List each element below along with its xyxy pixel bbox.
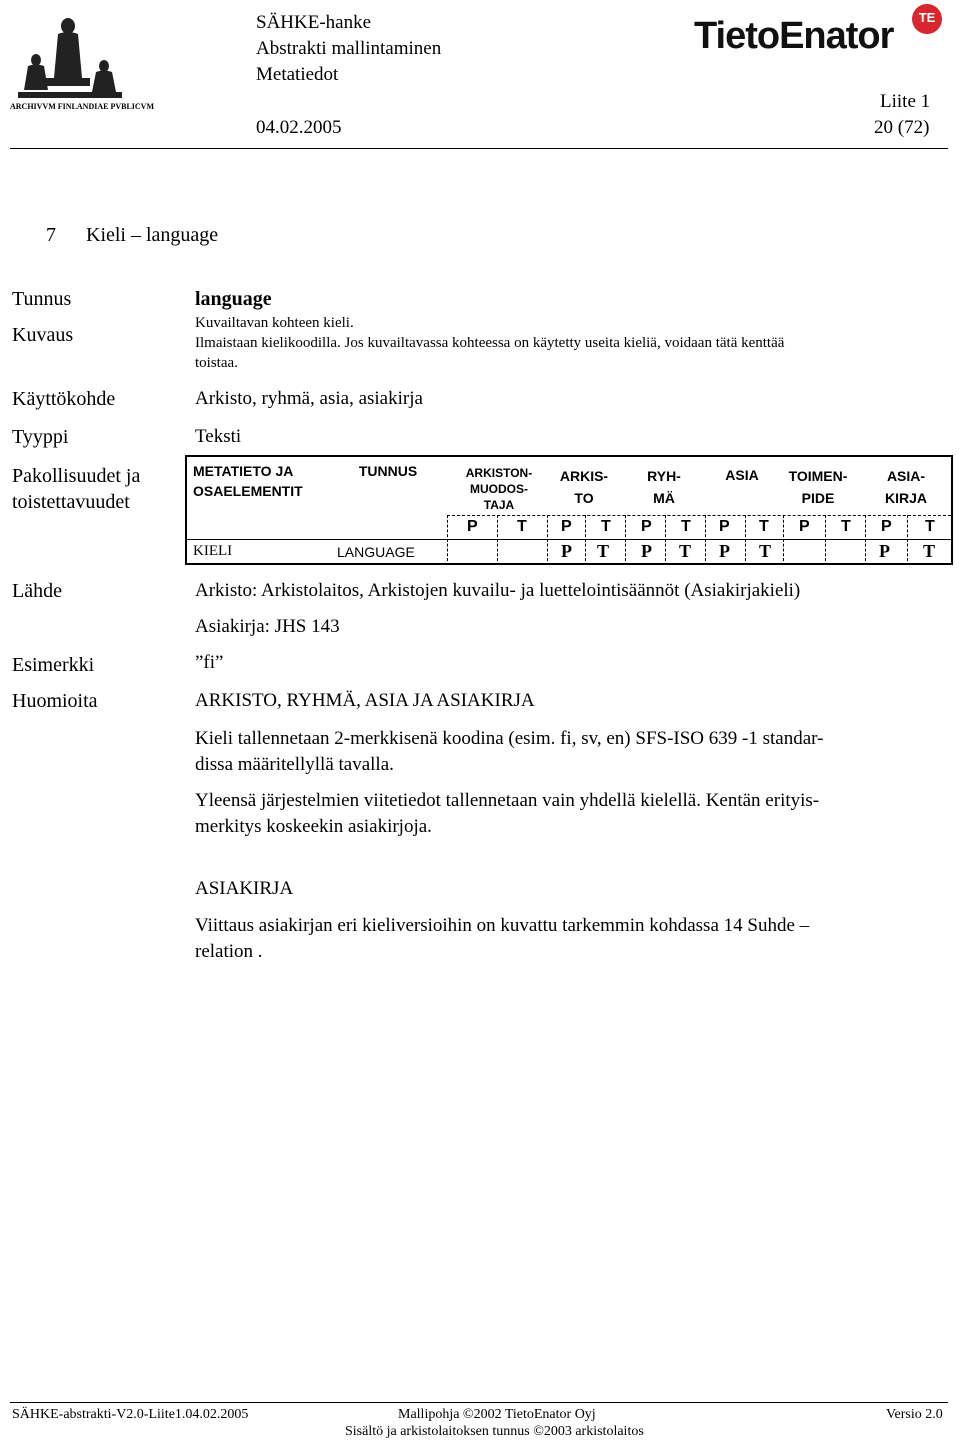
value-kuvaus-3: toistaa. (195, 355, 238, 371)
value-kuvaus-2: Ilmaistaan kielikoodilla. Jos kuvailtavassa kohteessa on käytetty useita kieliä, voidaan tätä kenttää (195, 335, 785, 351)
th-asiakirja-line1: ASIA- (886, 468, 926, 484)
row-ryhma-p: P (641, 541, 652, 561)
pt-arkisto-p: P (561, 518, 572, 535)
row-arkisto-t: T (597, 541, 610, 561)
value-tunnus: language (195, 288, 272, 310)
value-huomioita-5: merkitys koskeekin asiakirjoja. (195, 816, 432, 837)
value-kuvaus-1: Kuvailtavan kohteen kieli. (195, 315, 354, 331)
value-huomioita-7: Viittaus asiakirjan eri kieliversioihin on kuvattu tarkemmin kohdassa 14 Suhde – (195, 915, 810, 936)
th-meta-line1: METATIETO JA (193, 463, 294, 479)
pt-arkistonmuodostaja-p: P (467, 518, 478, 535)
archive-logo-text: ARCHIVVM FINLANDIAE PVBLICVM (10, 102, 154, 111)
label-toistettavuudet: toistettavuudet (12, 491, 130, 513)
row-arkisto-p: P (561, 541, 572, 561)
table-subcol-divider (665, 515, 666, 561)
row-ryhma-t: T (679, 541, 692, 561)
table-subcol-divider (745, 515, 746, 561)
table-subcol-divider (585, 515, 586, 561)
pt-asiakirja-t: T (925, 518, 935, 535)
th-arkistonmuodostaja (453, 465, 545, 513)
value-esimerkki: ”fi” (195, 652, 224, 673)
row-asiakirja-p: P (879, 541, 890, 561)
value-lahde-1: Arkisto: Arkistolaitos, Arkistojen kuvailu- ja luettelointisäännöt (Asiakirjakieli) (195, 580, 801, 601)
row-kieli-code: LANGUAGE (337, 544, 415, 560)
value-lahde-2: Asiakirja: JHS 143 (195, 616, 340, 637)
header-topic: Metatiedot (256, 64, 339, 85)
table-row-divider (185, 539, 951, 540)
table-col-divider (783, 515, 784, 561)
th-tunnus: TUNNUS (358, 463, 418, 479)
pt-ryhma-t: T (681, 518, 691, 535)
table-subcol-divider (825, 515, 826, 561)
value-tyyppi: Teksti (195, 426, 242, 447)
label-kuvaus: Kuvaus (12, 324, 74, 346)
pt-toimenpide-t: T (841, 518, 851, 535)
value-huomioita-6: ASIAKIRJA (195, 878, 294, 899)
pt-ryhma-p: P (641, 518, 652, 535)
value-huomioita-3: dissa määritellyllä tavalla. (195, 754, 394, 775)
value-huomioita-2: Kieli tallennetaan 2-merkkisenä koodina (esim. fi, sv, en) SFS-ISO 639 -1 standar- (195, 728, 824, 749)
tietoenator-wordmark: TietoEnator (694, 15, 894, 57)
footer-version: Versio 2.0 (886, 1407, 943, 1422)
footer-content-copyright: Sisältö ja arkistolaitoksen tunnus ©2003 arkistolaitos (345, 1424, 644, 1439)
label-esimerkki: Esimerkki (12, 654, 95, 676)
pt-asia-t: T (759, 518, 769, 535)
pt-arkistonmuodostaja-t: T (517, 518, 527, 535)
te-badge-icon: TE (912, 4, 942, 34)
row-kieli-name: KIELI (193, 543, 233, 559)
row-asia-t: T (759, 541, 772, 561)
th-meta-line2: OSAELEMENTIT (193, 483, 303, 499)
th-arkisto-line2: TO (574, 490, 594, 506)
th-toimenpide (781, 465, 855, 509)
value-huomioita-8: relation . (195, 941, 263, 962)
value-huomioita-1: ARKISTO, RYHMÄ, ASIA JA ASIAKIRJA (195, 690, 535, 711)
label-huomioita: Huomioita (12, 690, 98, 712)
th-ark-line2: MUODOS- (470, 482, 528, 496)
th-toimen-line2: PIDE (801, 490, 835, 506)
table-subcol-divider (497, 515, 498, 561)
header-appendix: Liite 1 (880, 91, 931, 112)
label-tunnus: Tunnus (12, 288, 72, 310)
archive-logo (10, 8, 154, 116)
th-meta (193, 461, 321, 501)
section-title: Kieli – language (86, 224, 219, 246)
section-number: 7 (46, 224, 56, 246)
th-ryhma-line1: RYH- (647, 468, 681, 484)
pt-toimenpide-p: P (799, 518, 810, 535)
th-toimen-line1: TOIMEN- (788, 468, 848, 484)
label-lahde: Lähde (12, 580, 62, 602)
th-arkisto-line1: ARKIS- (559, 468, 609, 484)
footer-divider (10, 1402, 948, 1403)
footer-document-id: SÄHKE-abstrakti-V2.0-Liite1.04.02.2005 (12, 1407, 249, 1422)
header-divider (10, 148, 948, 149)
header-subtitle: Abstrakti mallintaminen (256, 38, 442, 59)
table-pt-divider (447, 515, 951, 516)
row-asia-p: P (719, 541, 730, 561)
tietoenator-logo (694, 4, 950, 60)
pt-arkisto-t: T (601, 518, 611, 535)
table-subcol-divider (907, 515, 908, 561)
th-ryhma (629, 465, 699, 509)
header-page-number: 20 (72) (874, 117, 930, 138)
pt-asia-p: P (719, 518, 730, 535)
requirements-table (185, 455, 953, 565)
th-ark-line1: ARKISTON- (465, 466, 533, 480)
label-tyyppi: Tyyppi (12, 426, 69, 448)
row-asiakirja-t: T (923, 541, 936, 561)
label-pakollisuudet: Pakollisuudet ja (12, 465, 141, 487)
footer-template: Mallipohja ©2002 TietoEnator Oyj (398, 1407, 596, 1422)
archive-emblem-icon (10, 8, 154, 116)
th-asiakirja (869, 465, 943, 509)
th-asia: ASIA (725, 467, 759, 483)
header-project: SÄHKE-hanke (256, 12, 372, 33)
th-ark-line3: TAJA (483, 498, 515, 512)
pt-asiakirja-p: P (881, 518, 892, 535)
value-kayttokohde: Arkisto, ryhmä, asia, asiakirja (195, 388, 423, 409)
table-col-divider (447, 515, 448, 561)
table-col-divider (625, 515, 626, 561)
header-date: 04.02.2005 (256, 117, 342, 138)
th-asiakirja-line2: KIRJA (884, 490, 927, 506)
th-arkisto (549, 465, 619, 509)
table-col-divider (547, 515, 548, 561)
value-huomioita-4: Yleensä järjestelmien viitetiedot tallennetaan vain yhdellä kielellä. Kentän erityis- (195, 790, 820, 811)
th-ryhma-line2: MÄ (653, 490, 675, 506)
table-col-divider (705, 515, 706, 561)
label-kayttokohde: Käyttökohde (12, 388, 116, 410)
table-col-divider (865, 515, 866, 561)
